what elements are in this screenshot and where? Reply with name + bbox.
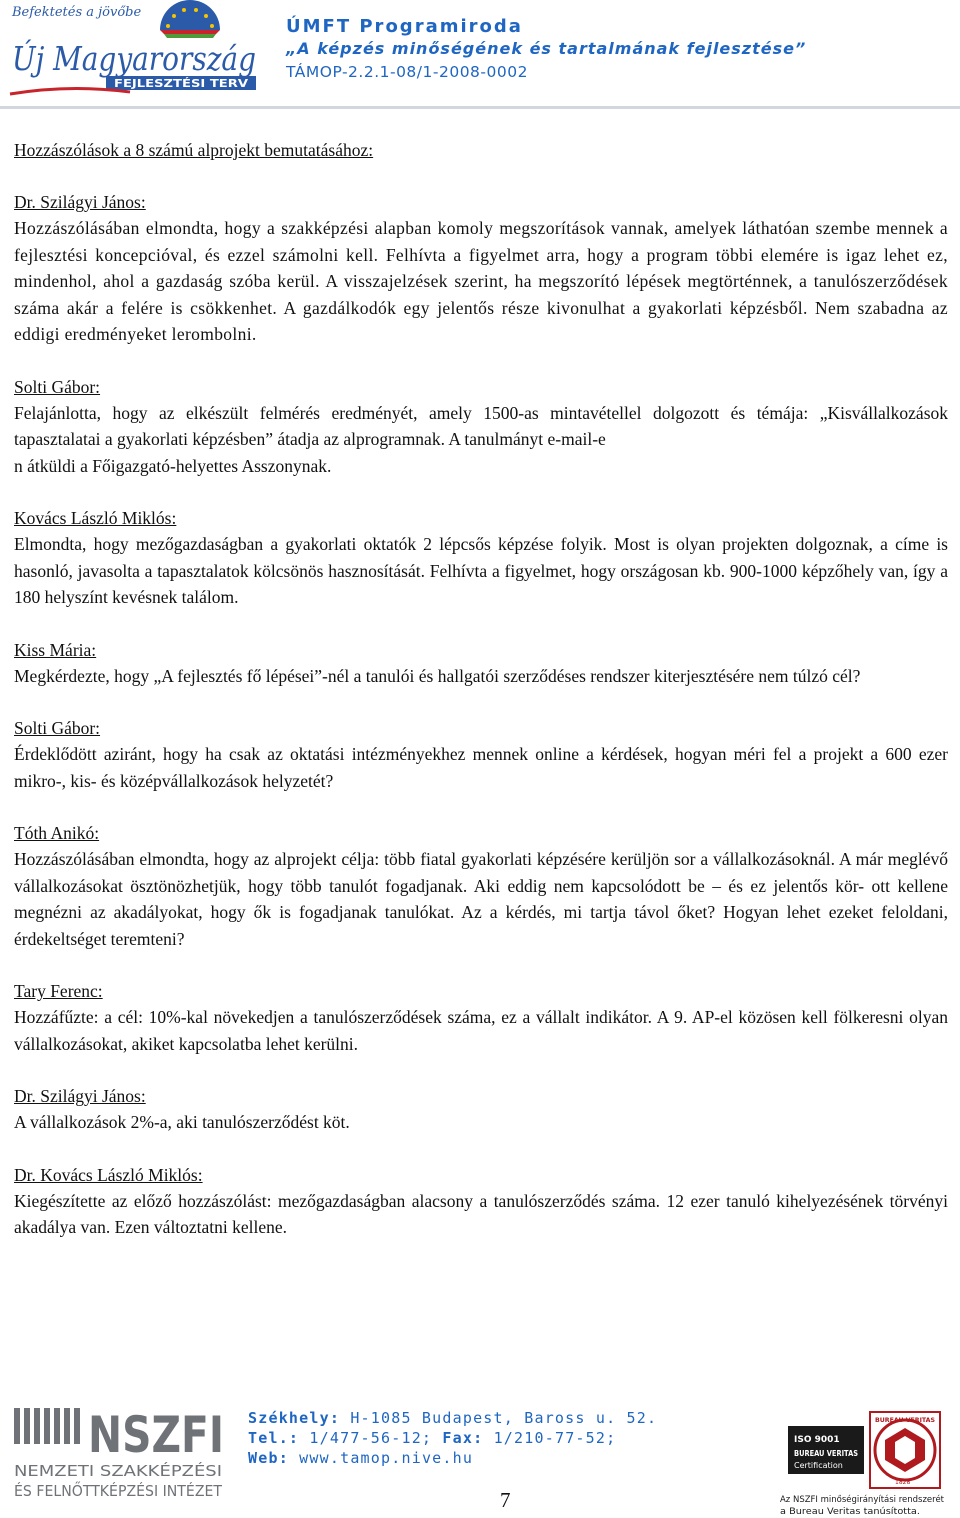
speaker-name: Kiss Mária: xyxy=(14,639,97,660)
contact-block xyxy=(248,1408,657,1468)
seat-label: Székhely: xyxy=(248,1409,341,1427)
bv-year: 1828 xyxy=(895,1479,911,1486)
page-footer xyxy=(0,1400,960,1518)
program-subtitle: „A képzés minőségének és tartalmának fejlesztése” xyxy=(286,39,807,58)
comment-section xyxy=(14,189,948,348)
comment-section xyxy=(14,637,948,690)
speaker-name: Tóth Anikó: xyxy=(14,823,100,843)
page-number: 7 xyxy=(500,1488,511,1512)
logo-sub: FEJLESZTÉSI TERV xyxy=(114,78,222,90)
speaker-name: Dr. Szilágyi János: xyxy=(14,1086,146,1106)
tel-label: Tel.: xyxy=(248,1429,300,1447)
comment-text: Felajánlotta, hogy az elkészült felmérés eredményét, amely 1500-as mintavétellel dolgozott és témája: „Kisvállalkozások tapasztalatai a gyakorlati képzésben” átadja az alprogramnak. A tanulmányt e-mail-e xyxy=(14,402,948,449)
comment-text: n átküldi a Főigazgató-helyettes Asszonynak. xyxy=(14,455,332,476)
logo-tagline: Befektetés a jövőbe xyxy=(12,5,142,20)
speaker-name: Tary Ferenc: xyxy=(14,981,103,1001)
uj-magyarorszag-logo xyxy=(10,0,300,100)
fax-label: Fax: xyxy=(442,1429,484,1447)
speaker-name: Solti Gábor: xyxy=(14,718,101,738)
bureau-veritas-certification-logo xyxy=(778,1400,946,1518)
document-heading: Hozzászólások a 8 számú alprojekt bemutatásához: xyxy=(14,140,374,160)
comment-text: Elmondta, hogy mezőgazdaságban a gyakorlati oktatók 2 lépcsős képzése folyik. Most is olyan projekten dolgoznak, a címe is hasonló, javasolta a tapasztalatok kölcsönös hasznosítását. Felhívta a figyelmet, hogy országosan kb. 900-1000 képzőhely van, így a 180 helyszínt kevésnek találom. xyxy=(14,534,948,607)
comment-text: Hozzáfűzte: a cél: 10%-kal növekedjen a tanulószerződések száma, ez a vállalt indikátor. A 9. AP-el közösen kell fölkeresni olyan vállalkozásokat, akiket kapcsolatba lehet kerülni. xyxy=(14,1007,948,1054)
comment-section xyxy=(14,820,948,952)
web-label: Web: xyxy=(248,1449,289,1467)
comment-text: Hozzászólásában elmondta, hogy az alprojekt célja: több fiatal gyakorlati képzésére kerüljön sor a vállalkozásoknál. A már meglévő vállalkozásokat ösztönözhetjük, hogy több tanulót fogadjanak. Aki eddig nem kapcsolódott be – és ez jelentős kör- ott kellene megnézni az akadályokat, hogy ők is fogadjanak tanulókat. Az a kérdés, mi tartja távol őket? Hogyan lehet ezeket feloldani, érdekeltséget teremteni? xyxy=(14,849,948,949)
bv-cert-name: BUREAU VERITAS xyxy=(794,1449,859,1458)
comment-section xyxy=(14,715,948,794)
seat-line xyxy=(248,1408,657,1428)
seat-value: H-1085 Budapest, Baross u. 52. xyxy=(350,1409,658,1427)
nszfi-name-line2: ÉS FELNŐTTKÉPZÉSI INTÉZET xyxy=(14,1482,236,1500)
comment-section xyxy=(14,374,948,480)
program-code: TÁMOP-2.2.1-08/1-2008-0002 xyxy=(286,63,528,81)
page-header xyxy=(0,0,960,110)
program-office-block xyxy=(286,16,806,84)
web-link[interactable]: www.tamop.nive.hu xyxy=(299,1449,474,1467)
speaker-name: Solti Gábor: xyxy=(14,376,101,397)
bv-iso-label: ISO 9001 xyxy=(794,1435,840,1445)
bv-cert-label: Certification xyxy=(794,1461,843,1470)
speaker-name: Kovács László Miklós: xyxy=(14,508,177,528)
header-divider xyxy=(0,106,960,109)
nszfi-name-line1: NEMZETI SZAKKÉPZÉSI xyxy=(14,1462,188,1480)
web-line xyxy=(248,1448,657,1468)
bv-caption-line1: Az NSZFI minőségirányítási rendszerét xyxy=(780,1495,945,1505)
document-body xyxy=(14,137,948,1267)
speaker-name: Dr. Kovács László Miklós: xyxy=(14,1164,203,1185)
speaker-name: Dr. Szilágyi János: xyxy=(14,192,146,212)
nszfi-abbreviation: NSZFI xyxy=(88,1406,224,1464)
bv-caption-line2: a Bureau Veritas tanúsította. xyxy=(780,1507,920,1517)
comment-section xyxy=(14,505,948,611)
bv-brand-text: BUREAU VERITAS xyxy=(875,1417,935,1424)
nszfi-logo xyxy=(12,1404,236,1500)
nszfi-mark-icon xyxy=(14,1408,80,1444)
comment-text: Kiegészítette az előző hozzászólást: mezőgazdaságban alacsony a tanulószerződés száma. 12 ezer tanuló kihelyezésének törvényi akadálya van. Ezen változtatni kellene. xyxy=(14,1190,948,1237)
fax-value: 1/210-77-52; xyxy=(493,1429,617,1447)
comment-section xyxy=(14,978,948,1057)
logo-main: Új Magyarország xyxy=(12,39,300,78)
comment-section xyxy=(14,1162,948,1241)
comment-section xyxy=(14,1083,948,1136)
phone-line xyxy=(248,1428,657,1448)
tel-value: 1/477-56-12; xyxy=(309,1429,433,1447)
comment-text: Érdeklődött aziránt, hogy ha csak az oktatási intézményekhez mennek online a kérdések, hogyan méri fel a projekt a 600 ezer mikro-, kis- és középvállalkozások helyzetét? xyxy=(14,744,948,791)
comment-text: A vállalkozások 2%-a, aki tanulószerződést köt. xyxy=(14,1112,350,1132)
eu-stars-icon xyxy=(160,0,220,38)
comment-text: Megkérdezte, hogy „A fejlesztés fő lépései”-nél a tanulói és hallgatói szerződéses rendszer kiterjesztésére nem túlzó cél? xyxy=(14,665,861,686)
program-office-title: ÚMFT Programiroda xyxy=(286,16,523,37)
comment-text: Hozzászólásában elmondta, hogy a szakképzési alapban komoly megszorítások vannak, amelyek láthatóan szembe mennek a fejlesztési koncepcióval, és ezzel számolni kell. Felhívta a figyelmet arra, hogy a program többi elemére is igaz lehet ez, mindenhol, ahol a gazdaság szóba kerül. A visszajelzések szerint, ha megszorító lépések megtörténnek, a tanulószerződések száma akár a felére is csökkenhet. A gazdálkodók egy jelentős része kivonulhat a gyakorlati képzésből. Nem szabadna az eddigi eredményeket lerombolni. xyxy=(14,218,948,344)
